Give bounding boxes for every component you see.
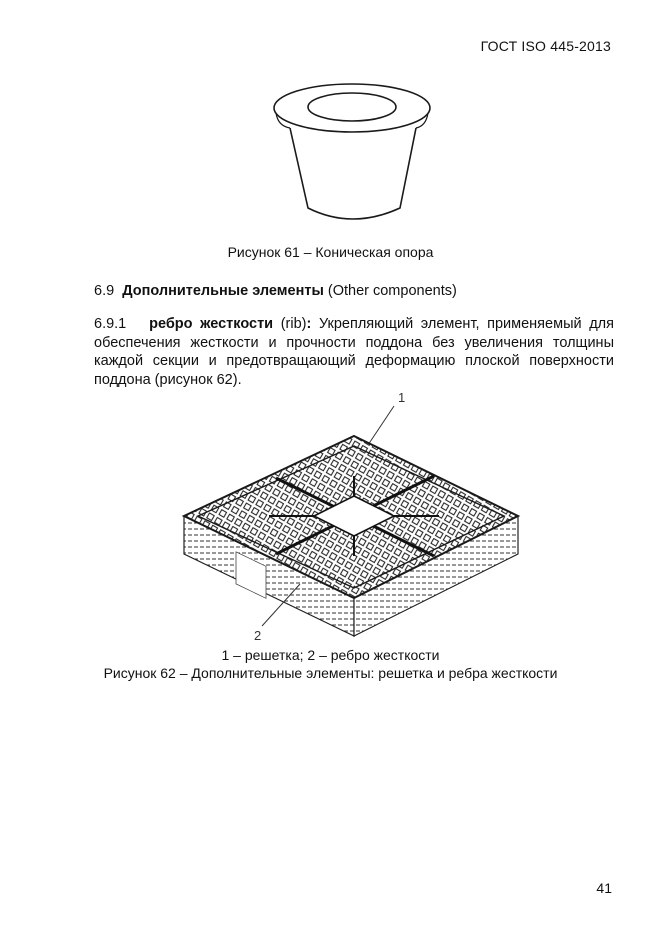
section-title: Дополнительные элементы	[122, 283, 324, 299]
support-flange-inner	[308, 93, 396, 121]
support-flange-outer	[274, 84, 430, 132]
callout-2-label: 2	[254, 628, 262, 643]
figure-62-caption: Рисунок 62 – Дополнительные элементы: решетка и ребра жесткости	[103, 665, 558, 681]
defined-term: ребро жесткости	[149, 316, 274, 332]
support-cone-body	[290, 128, 416, 219]
document-header: ГОСТ ISO 445-2013	[480, 38, 611, 54]
term-colon: :	[306, 316, 312, 332]
section-number: 6.9	[94, 283, 115, 299]
figure-61-caption: Рисунок 61 – Коническая опора	[227, 244, 434, 260]
pallet-drawing	[176, 388, 526, 646]
callout-1-label: 1	[398, 390, 406, 405]
conical-support-drawing	[268, 80, 438, 230]
definition-text: Укрепляющий элемент, применяемый для обеспечения жесткости и прочности поддона без увеличения толщины каждой секции и предотвращающий деформацию плоской поверхности поддона (рисунок 62).	[94, 316, 614, 388]
page-number: 41	[596, 880, 612, 896]
section-heading	[94, 283, 457, 299]
paragraph-number: 6.9.1	[94, 316, 127, 332]
section-title-en: (Other components)	[327, 283, 457, 299]
definition-paragraph	[94, 315, 614, 389]
defined-term-en: (rib)	[280, 316, 307, 332]
figure-62-legend: 1 – решетка; 2 – ребро жесткости	[221, 647, 440, 663]
